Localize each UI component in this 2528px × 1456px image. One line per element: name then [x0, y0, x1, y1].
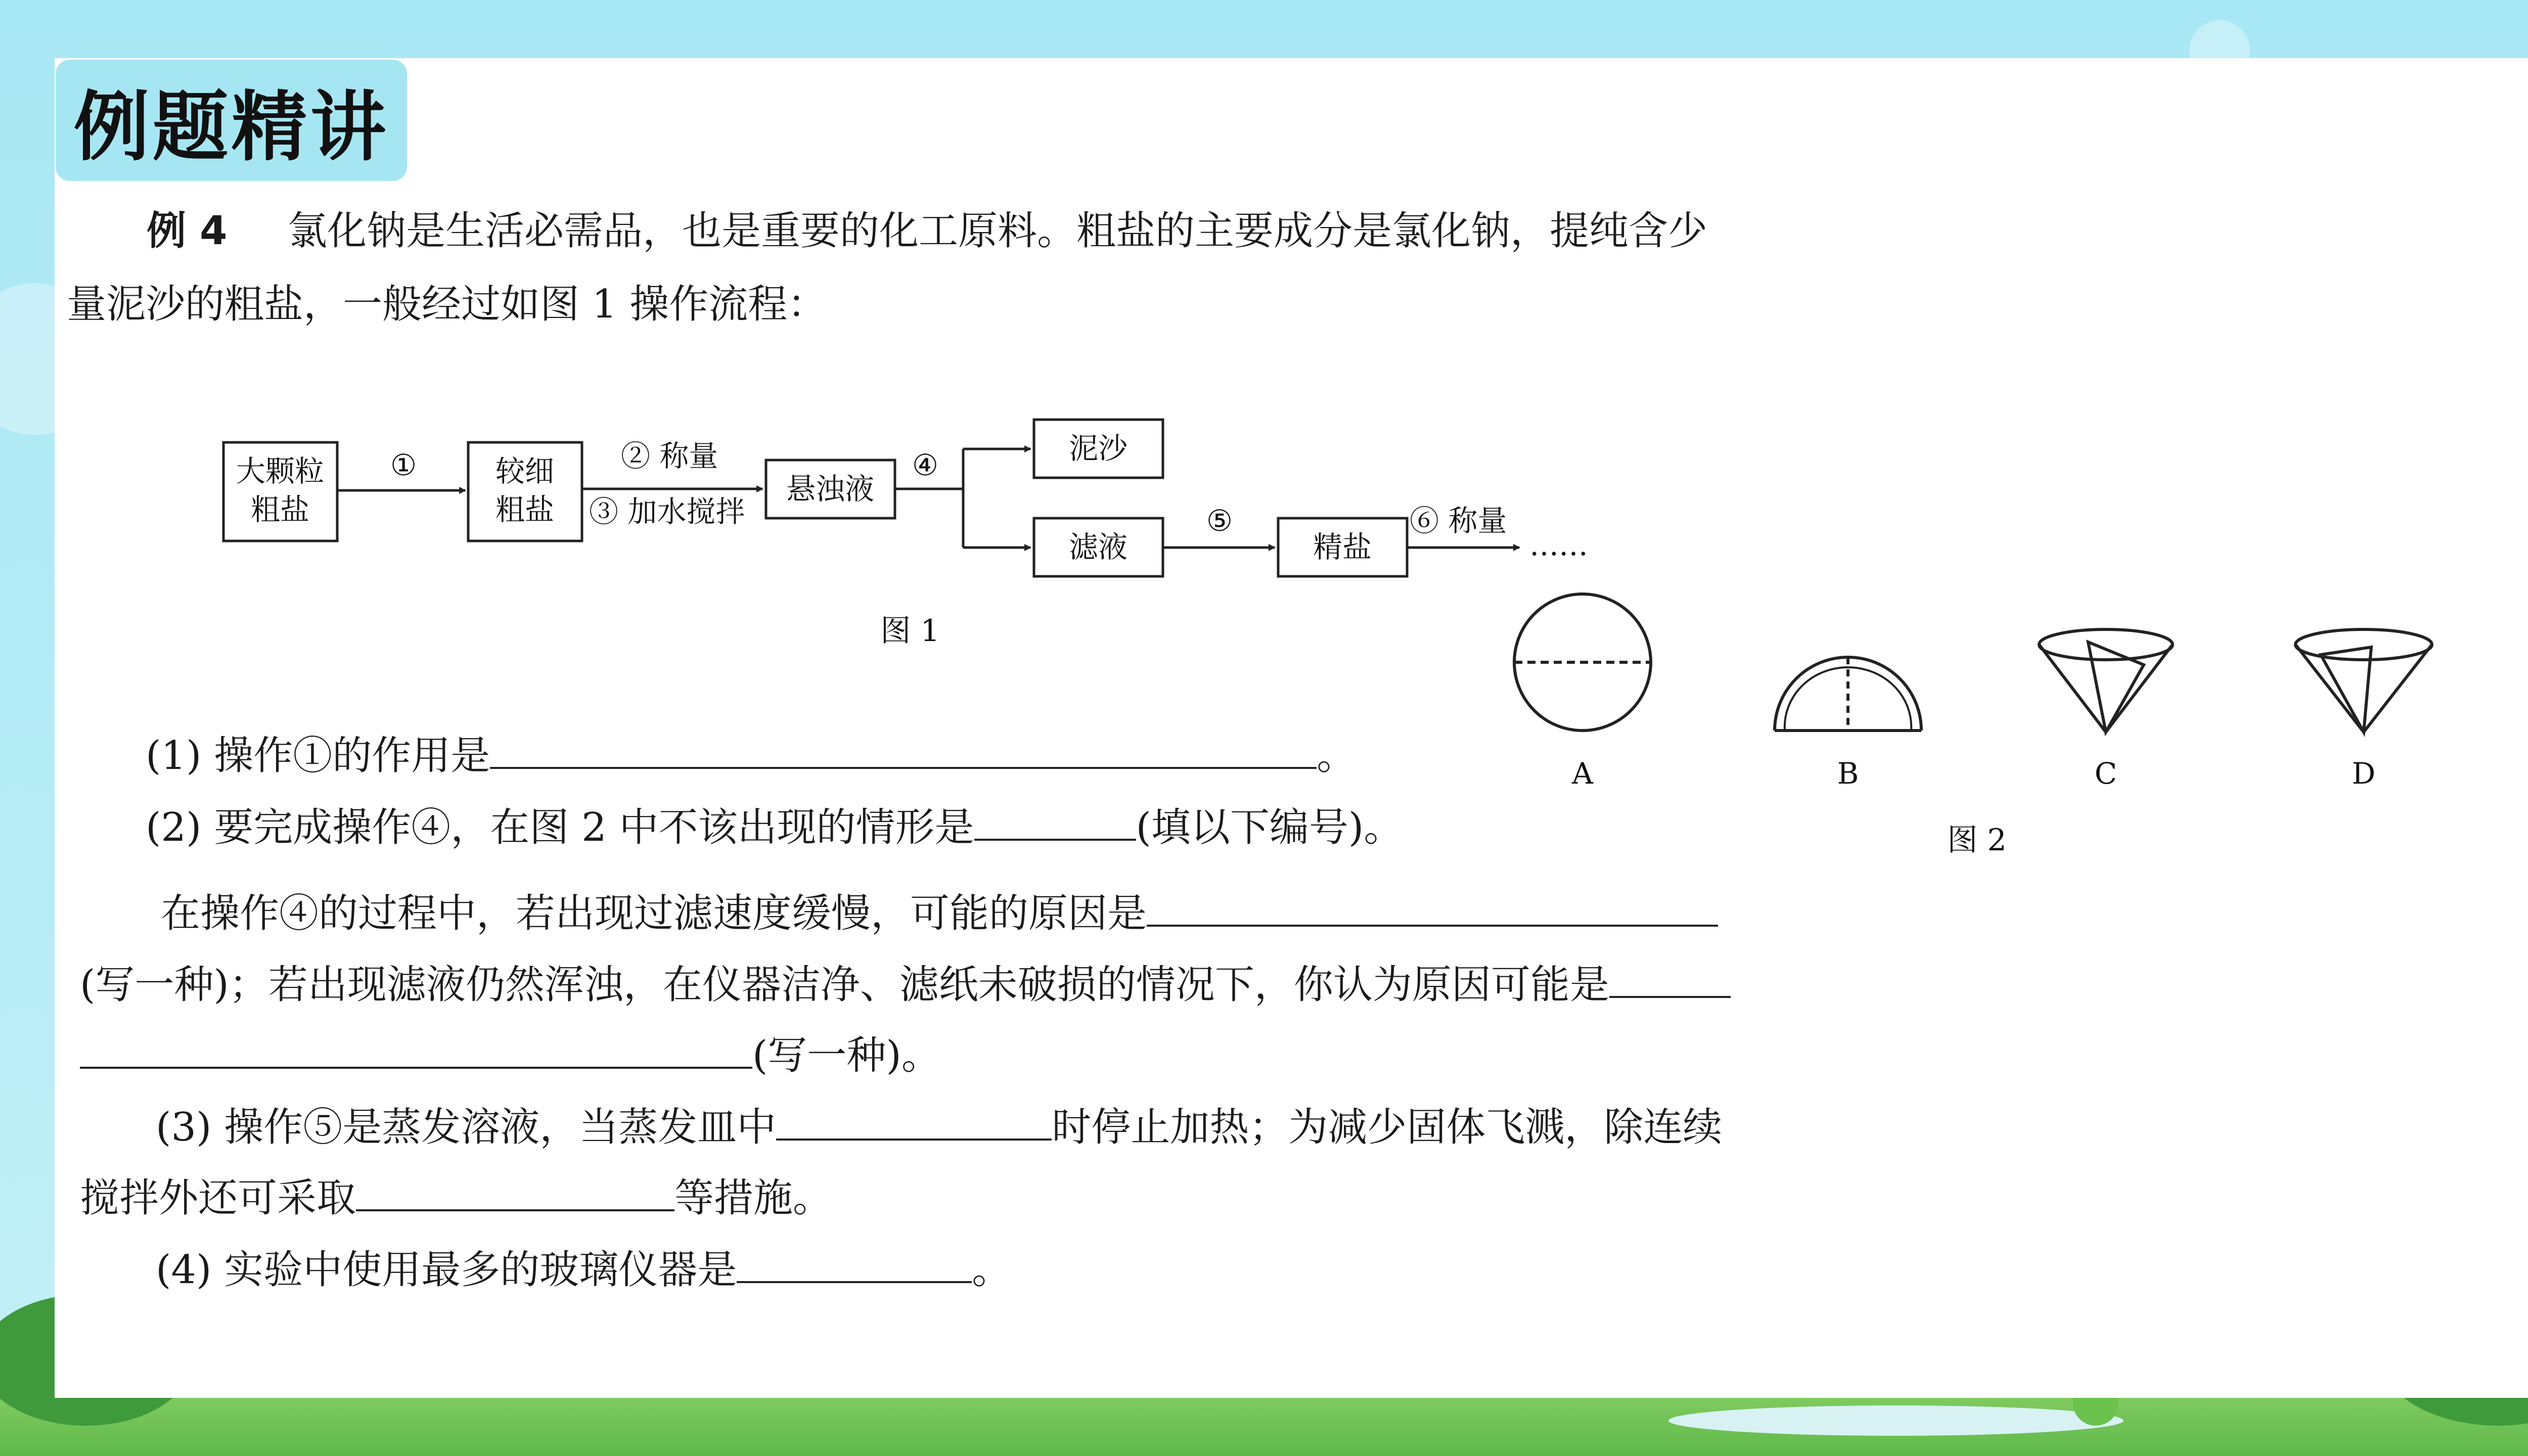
problem-intro-line2: 量泥沙的粗盐，一般经过如图 1 操作流程： — [67, 282, 827, 327]
question-1-text: (1) 操作①的作用是 — [146, 733, 490, 779]
question-3b-text: 搅拌外还可采取 — [80, 1175, 356, 1221]
background-river — [1668, 1405, 2124, 1436]
option-a-label: A — [1572, 756, 1593, 791]
option-c-label: C — [2094, 756, 2117, 791]
answer-blank-3[interactable] — [776, 1107, 1052, 1141]
answer-blank-2c[interactable] — [1609, 965, 1731, 998]
example-label: 例 4 — [147, 208, 228, 254]
figure1-flow-diagram — [202, 404, 1618, 667]
question-2-suffix: (填以下编号)。 — [1136, 805, 1404, 850]
intro-text-line1: 氯化钠是生活必需品，也是重要的化工原料。粗盐的主要成分是氯化钠，提纯含少 — [288, 208, 1708, 254]
answer-blank-2b[interactable] — [1147, 893, 1718, 927]
question-3b-suffix: 等措施。 — [674, 1175, 833, 1221]
question-3-mid: 时停止加热；为减少固体飞溅，除连续 — [1052, 1105, 1723, 1150]
question-4 — [156, 1247, 1012, 1293]
step4-label: ④ — [912, 448, 938, 482]
problem-intro-line1 — [147, 208, 1708, 254]
question-1-suffix: 。 — [1317, 733, 1357, 779]
box-coarse-big-line2: 粗盐 — [250, 492, 310, 527]
step6-label: ⑥ 称量 — [1410, 504, 1507, 538]
question-2d-suffix: (写一种)。 — [752, 1033, 941, 1078]
question-2 — [146, 805, 1404, 850]
section-title-badge — [56, 60, 407, 181]
figure2-filter-paper — [1492, 576, 2477, 870]
question-3b — [80, 1175, 833, 1221]
box-coarse-big-line1: 大颗粒 — [236, 454, 325, 488]
question-2d — [80, 1033, 941, 1078]
box-coarse-fine-line2: 粗盐 — [495, 492, 555, 527]
answer-blank-4[interactable] — [737, 1250, 972, 1283]
answer-blank-2[interactable] — [974, 807, 1136, 841]
question-2b-text: 在操作④的过程中，若出现过滤速度缓慢，可能的原因是 — [161, 891, 1147, 936]
answer-blank-1[interactable] — [490, 736, 1317, 769]
option-b-label: B — [1837, 756, 1859, 791]
question-2b — [161, 891, 1718, 936]
filter-paper-a-icon — [1514, 594, 1651, 731]
box-filtrate-label: 滤液 — [1068, 530, 1128, 564]
section-title: 例题精讲 — [73, 83, 389, 171]
step5-label: ⑤ — [1206, 504, 1233, 538]
question-4-suffix: 。 — [972, 1247, 1012, 1293]
figure2-caption: 图 2 — [1947, 823, 2007, 858]
option-d-label: D — [2352, 756, 2376, 791]
question-3 — [156, 1105, 1723, 1150]
question-3-text: (3) 操作⑤是蒸发溶液，当蒸发皿中 — [156, 1105, 777, 1150]
filter-paper-d-icon — [2295, 629, 2432, 732]
box-refined-salt-label: 精盐 — [1313, 530, 1372, 564]
box-sediment-label: 泥沙 — [1068, 431, 1128, 466]
question-1 — [146, 733, 1357, 779]
question-2c — [80, 962, 1731, 1008]
step3-label: ③ 加水搅拌 — [589, 494, 745, 529]
question-4-text: (4) 实验中使用最多的玻璃仪器是 — [156, 1247, 737, 1293]
box-coarse-fine-line1: 较细 — [495, 454, 555, 488]
question-2c-text: (写一种)；若出现滤液仍然浑浊，在仪器洁净、滤纸未破损的情况下，你认为原因可能是 — [80, 962, 1609, 1008]
question-2-text: (2) 要完成操作④，在图 2 中不该出现的情形是 — [146, 805, 974, 850]
box-suspension-label: 悬浊液 — [786, 472, 875, 506]
figure1-caption: 图 1 — [880, 613, 940, 649]
answer-blank-2d[interactable] — [80, 1035, 752, 1069]
answer-blank-3b[interactable] — [356, 1178, 674, 1211]
filter-paper-b-icon — [1775, 657, 1921, 731]
step2-label: ② 称量 — [621, 439, 718, 473]
ellipsis-label: …… — [1529, 528, 1588, 562]
step1-label: ① — [390, 448, 417, 482]
filter-paper-c-icon — [2039, 629, 2173, 732]
